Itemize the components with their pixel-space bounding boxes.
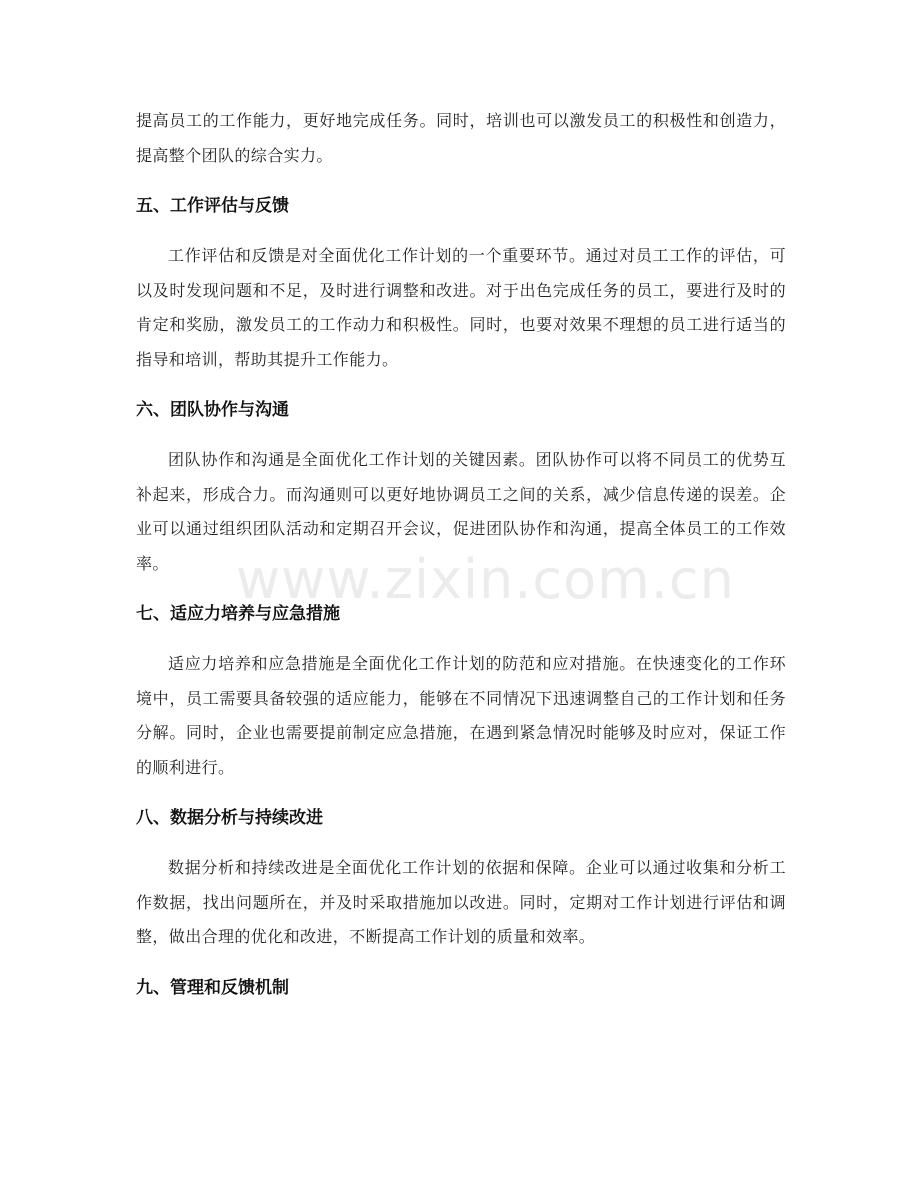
section-body-8: 数据分析和持续改进是全面优化工作计划的依据和保障。企业可以通过收集和分析工作数据，找出问题所在，并及时采取措施加以改进。同时，定期对工作计划进行评估和调整，做出合理的优化和改进，不断提高工作计划的质量和效率。 [136,858,786,946]
section-body-5: 工作评估和反馈是对全面优化工作计划的一个重要环节。通过对员工工作的评估，可以及时发现问题和不足，及时进行调整和改进。对于出色完成任务的员工，要进行及时的肯定和奖励，激发员工的工作动力和积极性。同时，也要对效果不理想的员工进行适当的指导和培训，帮助其提升工作能力。 [136,246,786,369]
section-heading-8: 八、数据分析与持续改进 [136,808,323,828]
section-body-6: 团队协作和沟通是全面优化工作计划的关键因素。团队协作可以将不同员工的优势互补起来，形成合力。而沟通则可以更好地协调员工之间的关系，减少信息传递的误差。企业可以通过组织团队活动和定期召开会议，促进团队协作和沟通，提高全体员工的工作效率。 [136,450,786,573]
section-heading-5: 五、工作评估与反馈 [136,196,289,216]
watermark-text: www.zixin.com.cn [236,548,735,611]
section-heading-7: 七、适应力培养与应急措施 [136,604,340,624]
section-body-7: 适应力培养和应急措施是全面优化工作计划的防范和应对措施。在快速变化的工作环境中，员工需要具备较强的适应能力，能够在不同情况下迅速调整自己的工作计划和任务分解。同时，企业也需要提前制定应急措施，在遇到紧急情况时能够及时应对，保证工作的顺利进行。 [136,654,786,777]
section-heading-6: 六、团队协作与沟通 [136,400,289,420]
document-page [136,104,786,1021]
intro-paragraph: 提高员工的工作能力，更好地完成任务。同时，培训也可以激发员工的积极性和创造力，提高整个团队的综合实力。 [136,111,786,165]
section-heading-9: 九、管理和反馈机制 [136,977,289,998]
